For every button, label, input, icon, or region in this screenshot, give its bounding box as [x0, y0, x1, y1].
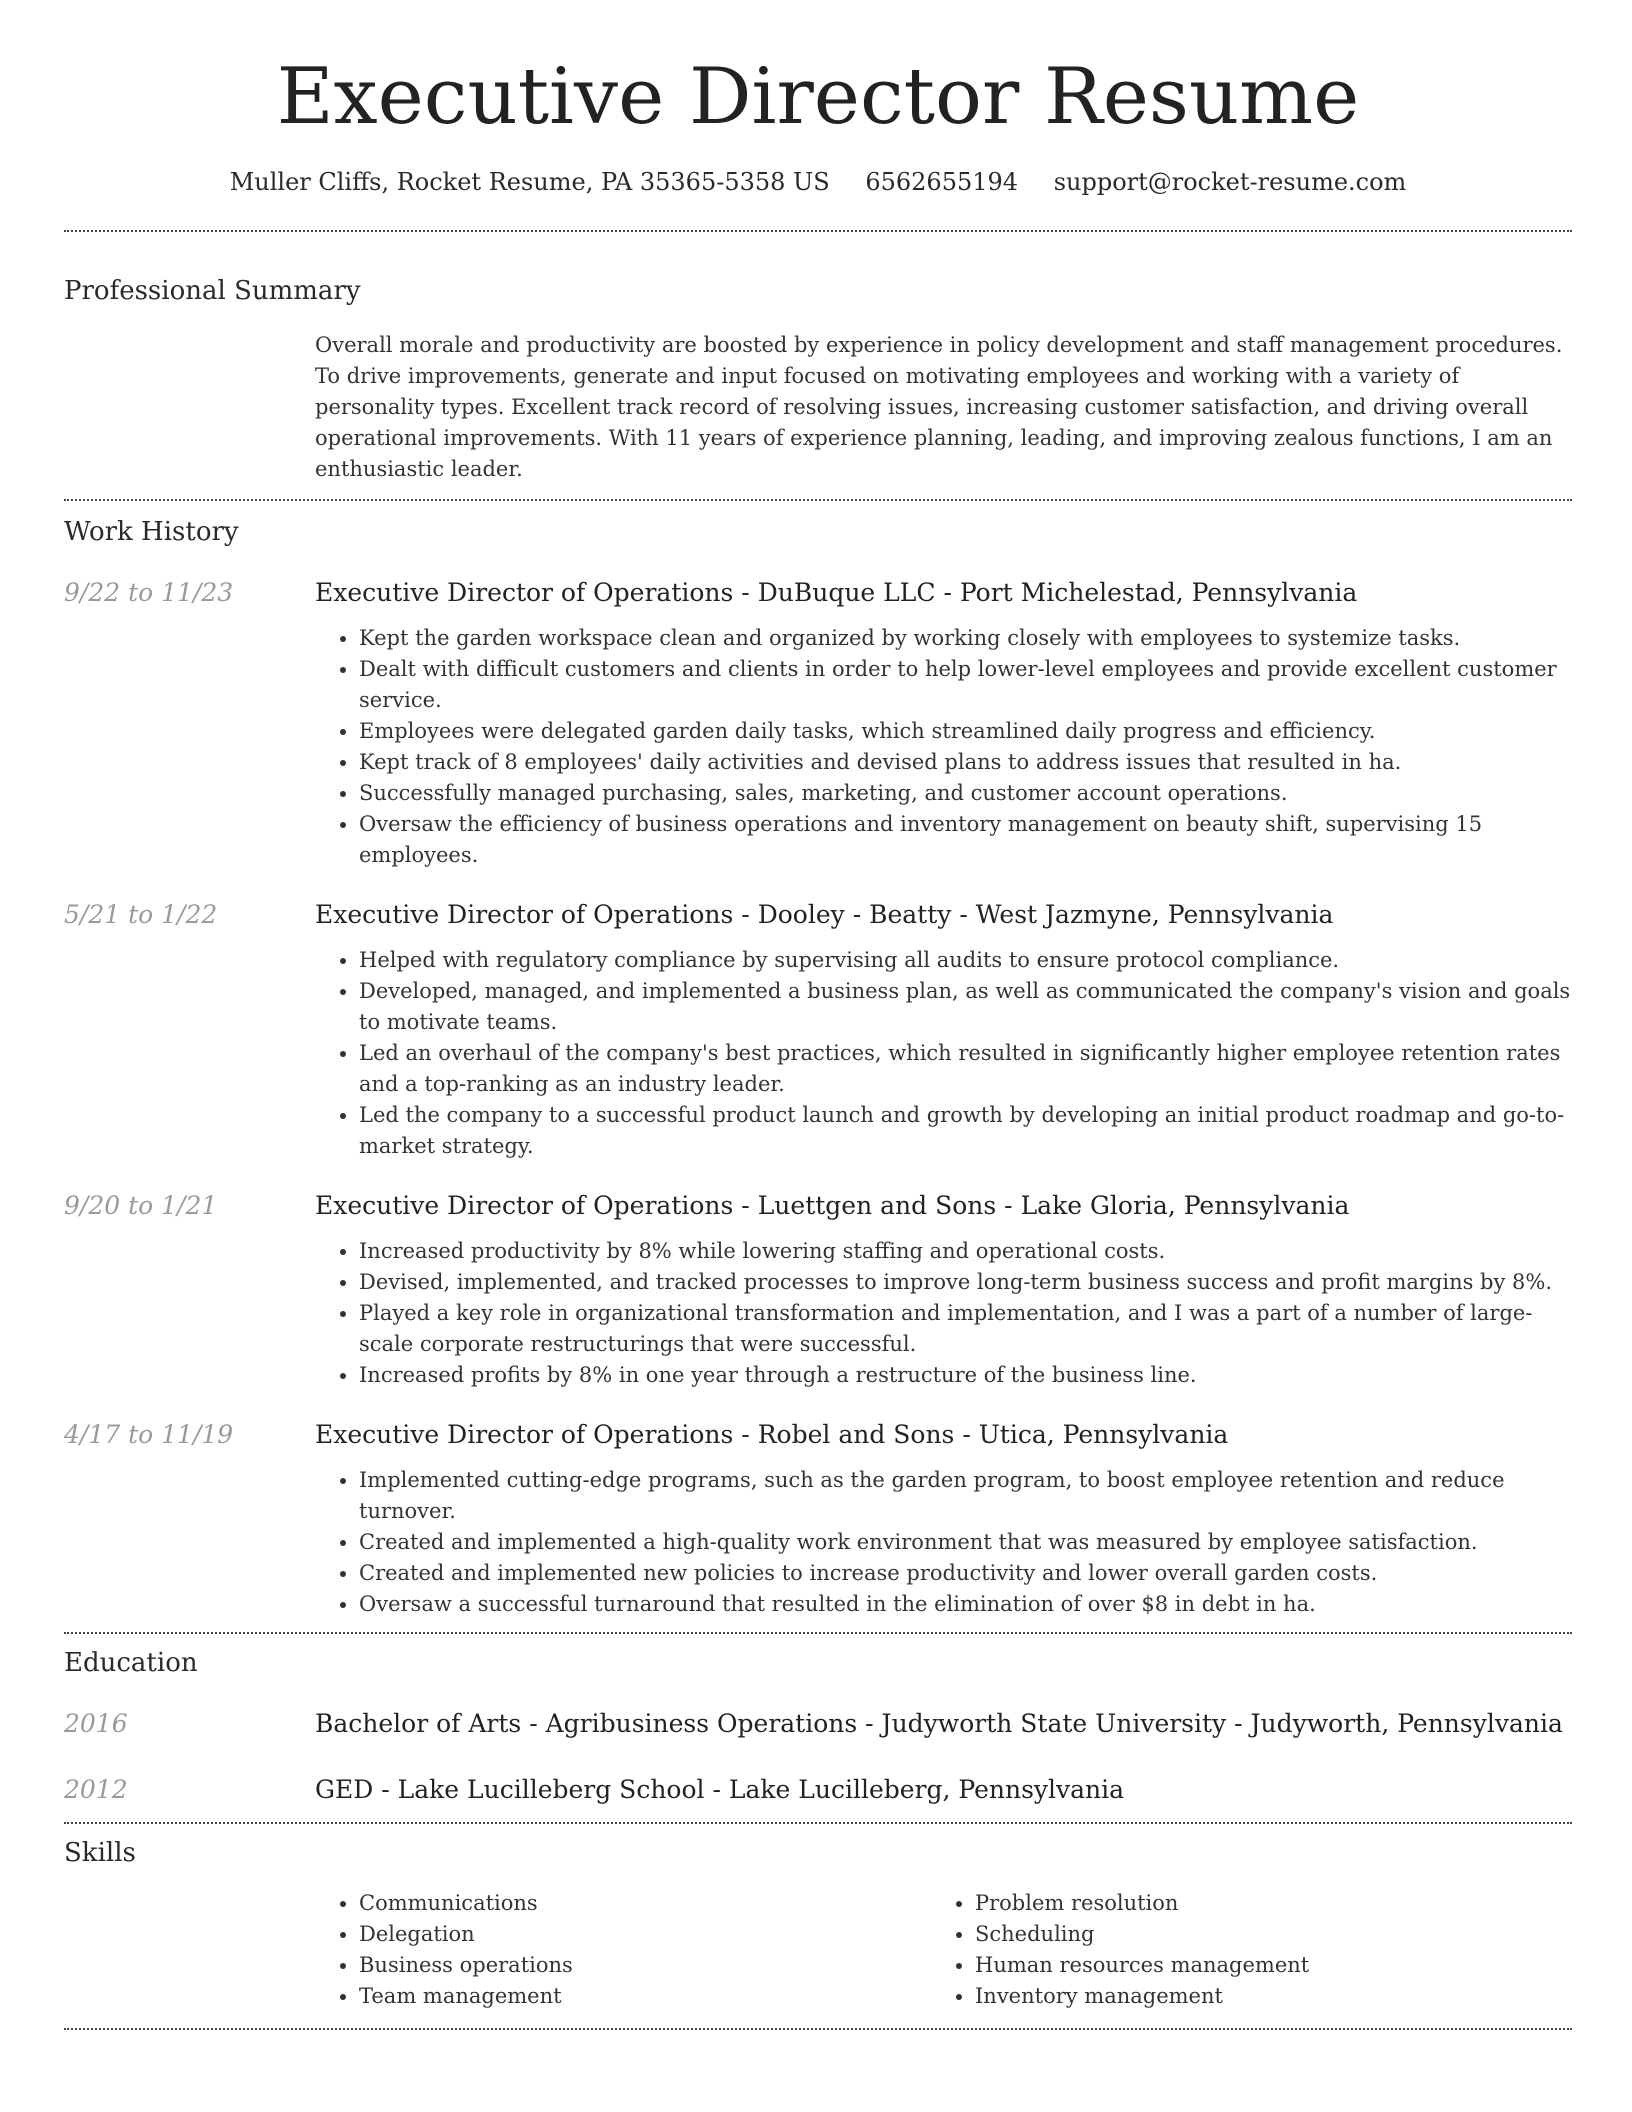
skill-item: • Business operations [359, 1950, 931, 1981]
education-date: 2012 [64, 1775, 128, 1804]
job-entry [64, 577, 1572, 871]
job-bullet: • Created and implemented new policies to increase productivity and lower overall garden costs. [359, 1558, 1572, 1589]
job-bullet: • Oversaw a successful turnaround that resulted in the elimination of over $8 in debt in ha. [359, 1589, 1572, 1620]
divider [64, 499, 1572, 501]
job-heading [315, 1190, 1572, 1222]
education-date: 2016 [64, 1709, 128, 1738]
divider [64, 230, 1572, 232]
divider [64, 1822, 1572, 1824]
job-bullet: • Implemented cutting-edge programs, such as the garden program, to boost employee retention and reduce turnover. [359, 1465, 1572, 1527]
job-bullet: • Dealt with difficult customers and clients in order to help lower-level employees and provide excellent customer service. [359, 654, 1572, 716]
job-company: Luettgen and Sons [757, 1191, 997, 1220]
contact-phone: 6562655194 [865, 168, 1019, 196]
job-body [315, 899, 1572, 1162]
separator: - [935, 578, 960, 607]
skill-item: • Inventory management [975, 1981, 1547, 2012]
separator: - [733, 900, 758, 929]
job-bullet: • Oversaw the efficiency of business operations and inventory management on beauty shift, supervising 15 employees. [359, 809, 1572, 871]
skills-list-left [315, 1888, 931, 2012]
contact-email: support@rocket-resume.com [1053, 168, 1407, 196]
work-history-list [64, 577, 1572, 1620]
skills-heading: Skills [64, 1838, 136, 1868]
education-entry [64, 1774, 1572, 1806]
contact-address: Muller Cliffs, Rocket Resume, PA 35365-5358 US [229, 168, 830, 196]
job-bullet: • Devised, implemented, and tracked processes to improve long-term business success and profit margins by 8%. [359, 1267, 1572, 1298]
job-location: Utica, Pennsylvania [978, 1420, 1229, 1449]
job-company: Robel and Sons [757, 1420, 955, 1449]
job-heading [315, 899, 1572, 931]
education-heading: Education [64, 1648, 198, 1678]
skill-item: • Delegation [359, 1919, 931, 1950]
divider [64, 2028, 1572, 2030]
job-location: Port Michelestad, Pennsylvania [959, 578, 1358, 607]
job-company: DuBuque LLC [757, 578, 936, 607]
job-body [315, 1419, 1572, 1620]
job-bullet: • Played a key role in organizational transformation and implementation, and I was a part of a number of large-scale corporate restructurings that were successful. [359, 1298, 1572, 1360]
job-body [315, 1190, 1572, 1391]
summary-heading: Professional Summary [64, 276, 361, 306]
skills-list-right [931, 1888, 1547, 2012]
separator: - [996, 1191, 1021, 1220]
job-bullet: • Kept the garden workspace clean and organized by working closely with employees to systemize tasks. [359, 623, 1572, 654]
skill-item: • Problem resolution [975, 1888, 1547, 1919]
job-heading [315, 1419, 1572, 1451]
contact-line [64, 168, 1572, 196]
skill-item: • Scheduling [975, 1919, 1547, 1950]
job-bullet: • Created and implemented a high-quality work environment that was measured by employee satisfaction. [359, 1527, 1572, 1558]
work-history-heading: Work History [64, 517, 239, 547]
job-bullet: • Increased profits by 8% in one year through a restructure of the business line. [359, 1360, 1572, 1391]
job-bullet: • Employees were delegated garden daily tasks, which streamlined daily progress and efficiency. [359, 716, 1572, 747]
education-list [64, 1708, 1572, 1806]
job-bullet: • Kept track of 8 employees' daily activities and devised plans to address issues that resulted in ha. [359, 747, 1572, 778]
job-date: 4/17 to 11/19 [64, 1420, 234, 1449]
job-location: Lake Gloria, Pennsylvania [1020, 1191, 1350, 1220]
separator: - [954, 1420, 979, 1449]
resume-title: Executive Director Resume [276, 52, 1360, 142]
skill-item: • Human resources management [975, 1950, 1547, 1981]
job-bullets [315, 1465, 1572, 1620]
job-bullet: • Helped with regulatory compliance by supervising all audits to ensure protocol compliance. [359, 945, 1572, 976]
job-bullet: • Led the company to a successful product launch and growth by developing an initial product roadmap and go-to-market strategy. [359, 1100, 1572, 1162]
job-title: Executive Director of Operations [315, 1191, 734, 1220]
education-detail: GED - Lake Lucilleberg School - Lake Lucilleberg, Pennsylvania [315, 1775, 1125, 1804]
job-entry [64, 899, 1572, 1162]
job-bullet: • Developed, managed, and implemented a business plan, as well as communicated the company's vision and goals to motivate teams. [359, 976, 1572, 1038]
job-bullets [315, 945, 1572, 1162]
skill-item: • Communications [359, 1888, 931, 1919]
separator: - [733, 578, 758, 607]
job-entry [64, 1190, 1572, 1391]
job-title: Executive Director of Operations [315, 1420, 734, 1449]
skills-columns [315, 1888, 1572, 2012]
separator: - [951, 900, 976, 929]
summary-text: Overall morale and productivity are boosted by experience in policy development and staff management procedures. To drive improvements, generate and input focused on motivating employees and working with a variety of personality types. Excellent track record of resolving issues, increasing customer satisfaction, and driving overall operational improvements. With 11 years of experience planning, leading, and improving zealous functions, I am an enthusiastic leader. [315, 333, 1563, 481]
education-detail: Bachelor of Arts - Agribusiness Operations - Judyworth State University - Judyworth, Pennsylvania [315, 1709, 1563, 1738]
job-company: Dooley - Beatty [757, 900, 952, 929]
job-date: 5/21 to 1/22 [64, 900, 218, 929]
job-title: Executive Director of Operations [315, 578, 734, 607]
divider [64, 1632, 1572, 1634]
separator: - [733, 1420, 758, 1449]
job-title: Executive Director of Operations [315, 900, 734, 929]
job-bullets [315, 623, 1572, 871]
job-date: 9/20 to 1/21 [64, 1191, 218, 1220]
job-bullet: • Led an overhaul of the company's best practices, which resulted in significantly higher employee retention rates and a top-ranking as an industry leader. [359, 1038, 1572, 1100]
job-bullets [315, 1236, 1572, 1391]
education-entry [64, 1708, 1572, 1740]
job-date: 9/22 to 11/23 [64, 578, 234, 607]
job-heading [315, 577, 1572, 609]
job-bullet: • Successfully managed purchasing, sales, marketing, and customer account operations. [359, 778, 1572, 809]
separator: - [733, 1191, 758, 1220]
skill-item: • Team management [359, 1981, 931, 2012]
resume-page [64, 0, 1572, 2030]
job-location: West Jazmyne, Pennsylvania [975, 900, 1334, 929]
job-body [315, 577, 1572, 871]
job-entry [64, 1419, 1572, 1620]
job-bullet: • Increased productivity by 8% while lowering staffing and operational costs. [359, 1236, 1572, 1267]
